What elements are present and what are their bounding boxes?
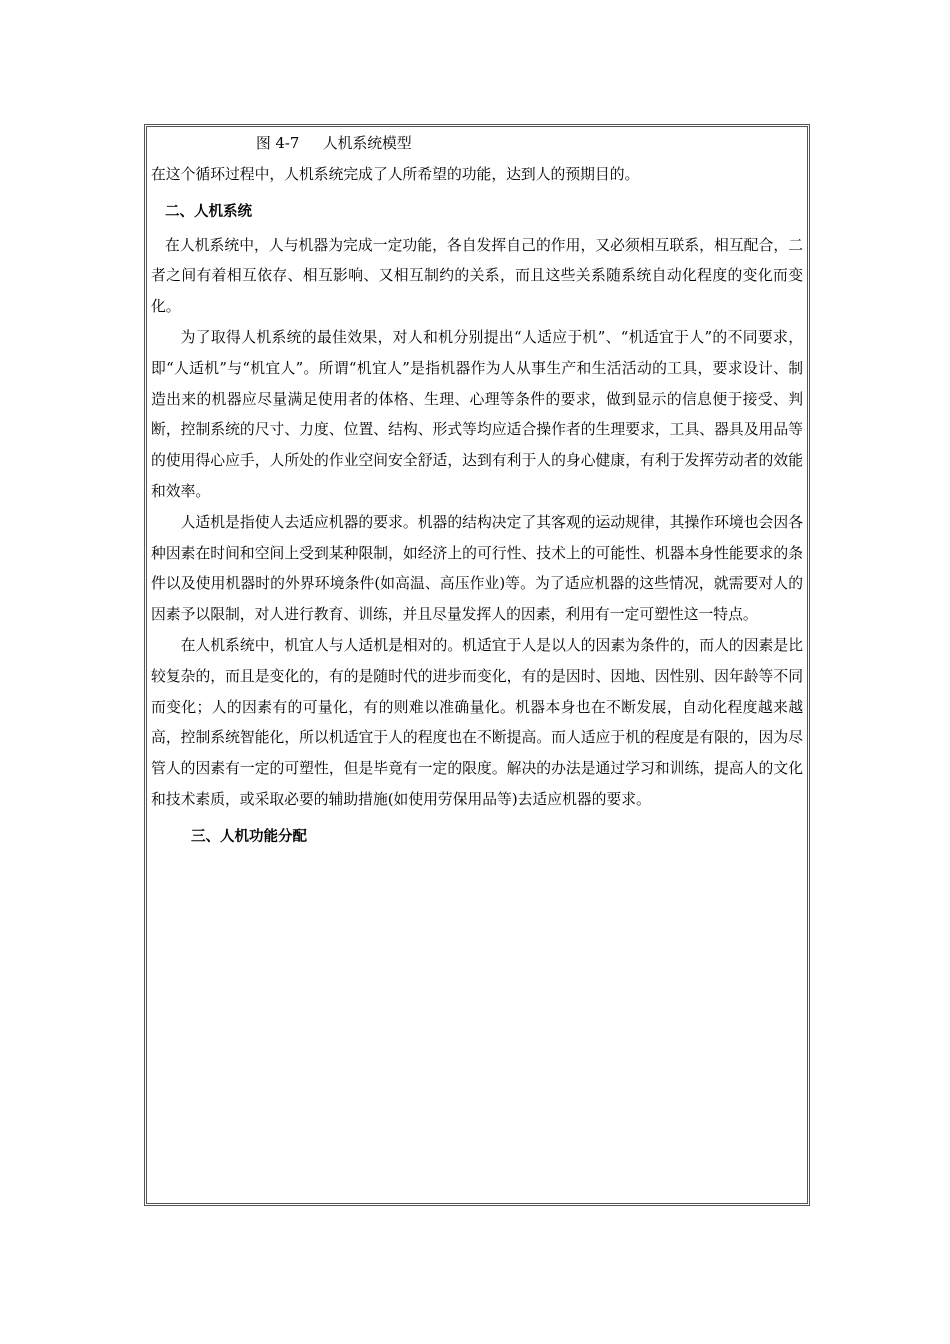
paragraph-human-fits-machine: 人适机是指使人去适应机器的要求。机器的结构决定了其客观的运动规律，其操作环境也会因各种因素在时间和空间上受到某种限制，如经济上的可行性、技术上的可能性、机器本身性能要求的条件以及使用机器时的外界环境条件(如高温、高压作业)等。为了适应机器的这些情况，就需要对人的因素予以限制，对人进行教育、训练，并且尽量发挥人的因素，利用有一定可塑性这一特点。 bbox=[151, 513, 803, 624]
intro-paragraph: 在这个循环过程中，人机系统完成了人所希望的功能，达到人的预期目的。 bbox=[151, 165, 640, 183]
section-heading-function-allocation: 三、人机功能分配 bbox=[191, 828, 307, 845]
document-content bbox=[151, 129, 803, 856]
document-frame bbox=[144, 124, 810, 1206]
figure-caption: 图 4-7 人机系统模型 bbox=[256, 135, 412, 152]
paragraph-system-relationship: 在人机系统中，人与机器为完成一定功能，各自发挥自己的作用，又必须相互联系，相互配合，二者之间有着相互依存、相互影响、又相互制约的关系，而且这些关系随系统自动化程度的变化而变化。 bbox=[151, 236, 803, 316]
paragraph-machine-fits-human: 为了取得人机系统的最佳效果，对人和机分别提出“人适应于机”、“机适宜于人”的不同要求，即“人适机”与“机宜人”。所谓“机宜人”是指机器作为人从事生产和生活活动的工具，要求设计、制造出来的机器应尽量满足使用者的体格、生理、心理等条件的要求，做到显示的信息便于接受、判断，控制系统的尺寸、力度、位置、结构、形式等均应适合操作者的生理要求，工具、器具及用品等的使用得心应手，人所处的作业空间安全舒适，达到有利于人的身心健康，有利于发挥劳动者的效能和效率。 bbox=[151, 328, 803, 500]
paragraph-relativity: 在人机系统中，机宜人与人适机是相对的。机适宜于人是以人的因素为条件的，而人的因素是比较复杂的，而且是变化的，有的是随时代的进步而变化，有的是因时、因地、因性别、因年龄等不同而变化；人的因素有的可量化，有的则难以准确量化。机器本身也在不断发展，自动化程度越来越高，控制系统智能化，所以机适宜于人的程度也在不断提高。而人适应于机的程度是有限的，因为尽管人的因素有一定的可塑性，但是毕竟有一定的限度。解决的办法是通过学习和训练，提高人的文化和技术素质，或采取必要的辅助措施(如使用劳保用品等)去适应机器的要求。 bbox=[151, 636, 803, 808]
section-heading-human-machine-system: 二、人机系统 bbox=[165, 203, 252, 220]
